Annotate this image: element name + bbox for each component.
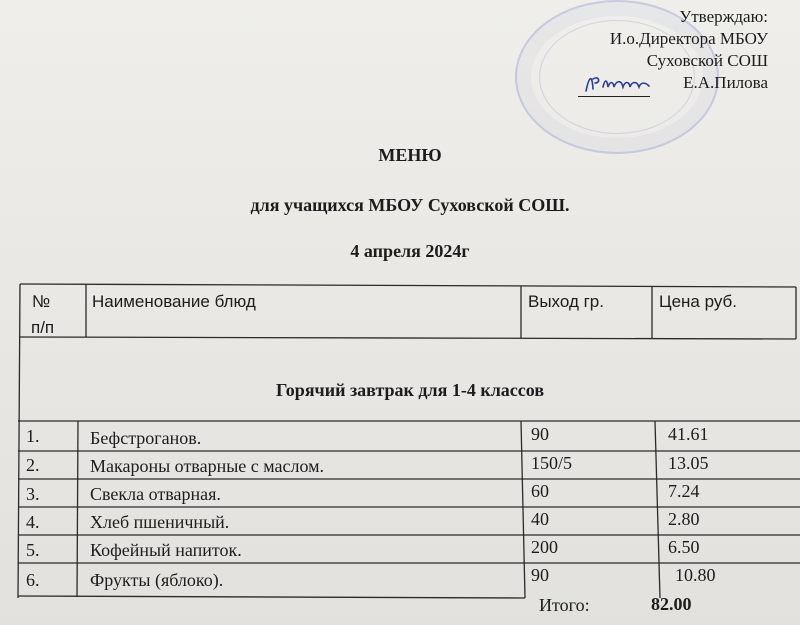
row-number: 2. bbox=[26, 455, 40, 475]
row-dish-name: Кофейный напиток. bbox=[90, 540, 242, 560]
document-subtitle: для учащихся МБОУ Суховской СОШ. bbox=[250, 195, 570, 215]
row-dish-name: Свекла отварная. bbox=[90, 484, 221, 504]
row-price: 2.80 bbox=[668, 509, 700, 529]
row-number: 4. bbox=[26, 512, 40, 532]
row-weight: 90 bbox=[531, 565, 549, 585]
row-number: 3. bbox=[26, 484, 40, 504]
row-dish-name: Хлеб пшеничный. bbox=[90, 512, 230, 532]
row-weight: 60 bbox=[531, 481, 549, 501]
total-value: 82.00 bbox=[651, 594, 692, 614]
row-price: 7.24 bbox=[668, 481, 700, 501]
header-dish-name: Наименование блюд bbox=[92, 292, 256, 311]
document-title: МЕНЮ bbox=[378, 145, 442, 165]
row-price: 41.61 bbox=[668, 424, 709, 444]
row-weight: 200 bbox=[531, 537, 558, 557]
row-weight: 90 bbox=[531, 424, 549, 444]
row-weight: 40 bbox=[531, 509, 549, 529]
approval-position: И.о.Директора МБОУ bbox=[609, 29, 768, 48]
header-num-line2: п/п bbox=[31, 318, 55, 337]
header-weight: Выход гр. bbox=[528, 292, 604, 311]
row-dish-name: Фрукты (яблоко). bbox=[90, 570, 224, 590]
row-number: 5. bbox=[26, 540, 40, 560]
row-number: 6. bbox=[26, 570, 40, 590]
row-dish-name: Бефстроганов. bbox=[90, 428, 202, 448]
handwritten-signature bbox=[583, 69, 653, 97]
row-number: 1. bbox=[26, 426, 40, 446]
row-dish-name: Макароны отварные с маслом. bbox=[90, 456, 325, 476]
signature-line bbox=[578, 96, 650, 97]
row-price: 10.80 bbox=[675, 565, 716, 585]
total-label: Итого: bbox=[539, 595, 590, 615]
approval-school: Суховской СОШ bbox=[646, 51, 768, 70]
row-weight: 150/5 bbox=[531, 453, 573, 473]
approval-heading: Утверждаю: bbox=[679, 7, 768, 26]
row-price: 13.05 bbox=[668, 453, 709, 473]
header-num-line1: № bbox=[32, 292, 51, 311]
approval-name: Е.А.Пилова bbox=[683, 73, 768, 92]
row-price: 6.50 bbox=[668, 537, 700, 557]
section-title: Горячий завтрак для 1-4 классов bbox=[275, 380, 545, 400]
document-date: 4 апреля 2024г bbox=[350, 241, 470, 261]
header-price: Цена руб. bbox=[659, 292, 738, 311]
